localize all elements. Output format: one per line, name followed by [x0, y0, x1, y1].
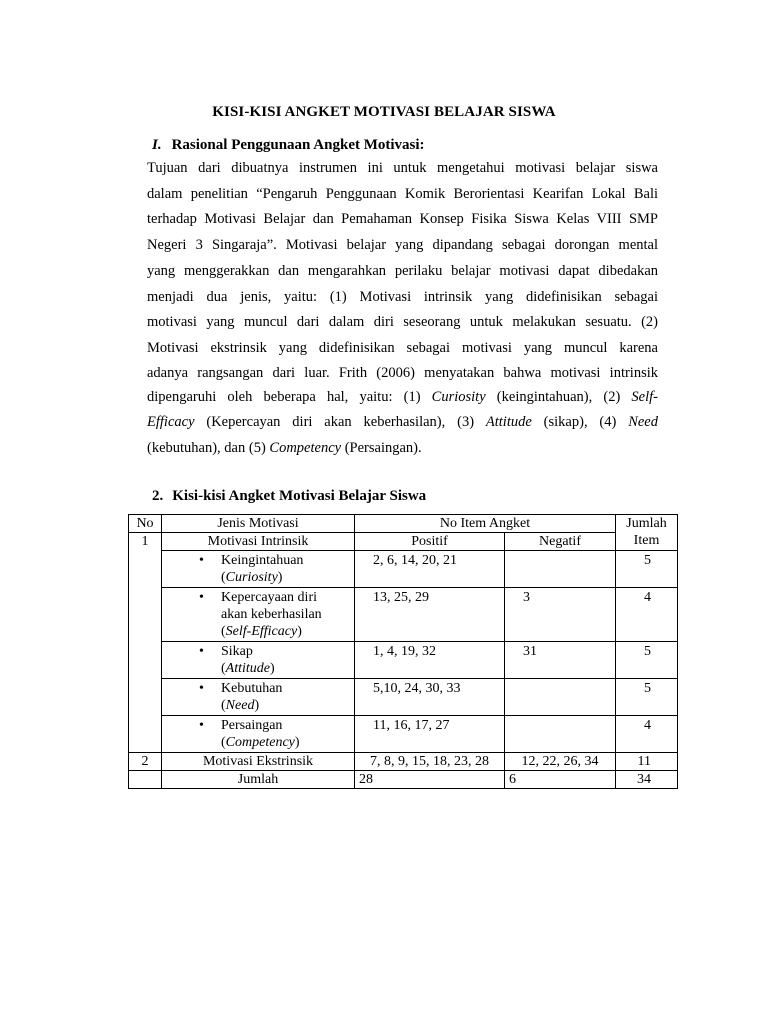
row-1-number: 1 [129, 533, 162, 753]
bullet-icon: • [199, 553, 204, 568]
paragraph-line-5: yang menggerakkan dan mengarahkan perilaku belajar motivasi dapat dibedakan [147, 263, 658, 279]
row-2-number: 2 [129, 753, 162, 771]
indicator-cell: • Persaingan (Competency) [162, 716, 355, 753]
total-label: Jumlah [162, 771, 355, 789]
jumlah-item: 5 [616, 551, 678, 588]
row-2-category: Motivasi Ekstrinsik [162, 753, 355, 771]
indicator-cell: • Kebutuhan (Need) [162, 679, 355, 716]
paragraph-line-8: Motivasi ekstrinsik yang didefinisikan sebagai motivasi yang muncul karena [147, 340, 658, 356]
paragraph-line-11: Efficacy (Kepercayan diri akan keberhasilan), (3) Attitude (sikap), (4) Need [147, 414, 658, 430]
section-2-heading [152, 488, 426, 505]
row-1-category: Motivasi Intrinsik [162, 533, 355, 551]
negatif-items: 3 [505, 588, 616, 642]
table-row [129, 716, 678, 753]
positif-items: 1, 4, 19, 32 [355, 642, 505, 679]
indicator-cell: • Keingintahuan (Curiosity) [162, 551, 355, 588]
table-row [129, 753, 678, 771]
bullet-icon: • [199, 681, 204, 696]
positif-items: 7, 8, 9, 15, 18, 23, 28 [355, 753, 505, 771]
jumlah-item: 11 [616, 753, 678, 771]
table-row [129, 588, 678, 642]
paragraph-line-10: dipengaruhi oleh beberapa hal, yaitu: (1) Curiosity (keingintahuan), (2) Self- [147, 389, 658, 405]
paragraph-line-4: Negeri 3 Singaraja”. Motivasi belajar yang dipandang sebagai dorongan mental [147, 237, 658, 253]
bullet-icon: • [199, 644, 204, 659]
table-row [129, 679, 678, 716]
table-row [129, 551, 678, 588]
section-1-heading [152, 137, 425, 154]
positif-items: 2, 6, 14, 20, 21 [355, 551, 505, 588]
paragraph-line-7: motivasi yang muncul dari dalam diri seseorang untuk melakukan sesuatu. (2) [147, 314, 658, 330]
negatif-items: 12, 22, 26, 34 [505, 753, 616, 771]
section-2-number: 2. [152, 488, 164, 504]
total-empty-cell [129, 771, 162, 789]
indicator-cell: • Kepercayaan diri akan keberhasilan (Self-Efficacy) [162, 588, 355, 642]
header-jenis-motivasi: Jenis Motivasi [162, 515, 355, 533]
header-no: No [129, 515, 162, 533]
paragraph-line-6: menjadi dua jenis, yaitu: (1) Motivasi intrinsik yang didefinisikan sebagai [147, 289, 658, 305]
negatif-items: 31 [505, 642, 616, 679]
section-2-title: Kisi-kisi Angket Motivasi Belajar Siswa [172, 488, 427, 504]
total-negatif: 6 [505, 771, 616, 789]
paragraph-line-12: (kebutuhan), dan (5) Competency (Persaingan). [147, 440, 422, 456]
paragraph-line-1: Tujuan dari dibuatnya instrumen ini untuk mengetahui motivasi belajar siswa [147, 160, 658, 176]
bullet-icon: • [199, 590, 204, 605]
jumlah-item: 4 [616, 588, 678, 642]
paragraph-line-9: adanya rangsangan dari luar. Frith (2006) menyatakan bahwa motivasi intrinsik [147, 365, 658, 381]
positif-items: 11, 16, 17, 27 [355, 716, 505, 753]
header-negatif: Negatif [505, 533, 616, 551]
negatif-items [505, 716, 616, 753]
positif-items: 5,10, 24, 30, 33 [355, 679, 505, 716]
jumlah-item: 5 [616, 642, 678, 679]
jumlah-item: 4 [616, 716, 678, 753]
total-positif: 28 [355, 771, 505, 789]
negatif-items [505, 551, 616, 588]
table-row [129, 642, 678, 679]
header-jumlah-item: Jumlah Item [616, 515, 678, 551]
paragraph-line-3: terhadap Motivasi Belajar dan Pemahaman Konsep Fisika Siswa Kelas VIII SMP [147, 211, 658, 227]
table-total-row [129, 771, 678, 789]
total-jumlah: 34 [616, 771, 678, 789]
kisi-kisi-table [128, 514, 678, 789]
table-subheader-row [129, 533, 678, 551]
section-1-title: Rasional Penggunaan Angket Motivasi: [171, 137, 425, 153]
section-1-number: I. [152, 137, 162, 153]
table-header-row [129, 515, 678, 533]
positif-items: 13, 25, 29 [355, 588, 505, 642]
negatif-items [505, 679, 616, 716]
bullet-icon: • [199, 718, 204, 733]
paragraph-line-2: dalam penelitian “Pengaruh Penggunaan Komik Berorientasi Kearifan Lokal Bali [147, 186, 658, 202]
header-positif: Positif [355, 533, 505, 551]
document-title: KISI-KISI ANGKET MOTIVASI BELAJAR SISWA [212, 104, 556, 120]
indicator-cell: • Sikap (Attitude) [162, 642, 355, 679]
jumlah-item: 5 [616, 679, 678, 716]
header-no-item-angket: No Item Angket [355, 515, 616, 533]
